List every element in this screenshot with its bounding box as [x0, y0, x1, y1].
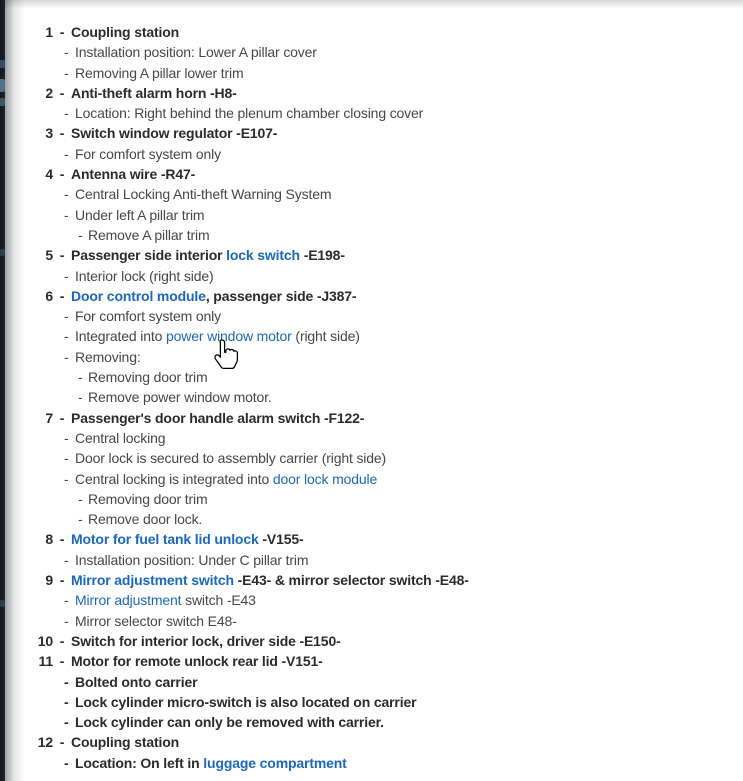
item-text [71, 286, 356, 306]
item-text [75, 63, 244, 83]
text-segment: Passenger side interior [71, 247, 227, 264]
item-text [71, 164, 195, 184]
list-item [0, 469, 743, 489]
dash-bullet: - [64, 592, 69, 609]
list-item [0, 448, 743, 468]
dash-bullet: - [78, 369, 83, 386]
list-item [0, 428, 743, 448]
dash-bullet: - [59, 653, 65, 670]
item-text [88, 367, 207, 387]
text-segment: Coupling station [71, 734, 180, 751]
item-text [71, 570, 469, 590]
list-item [0, 651, 743, 671]
item-number: 8 [45, 531, 53, 548]
dash-bullet: - [78, 490, 83, 507]
list-item [0, 245, 743, 265]
item-text [71, 83, 237, 103]
dash-bullet: - [64, 145, 69, 162]
list-item [0, 732, 743, 752]
item-number: 6 [45, 287, 53, 304]
dash-bullet: - [78, 511, 83, 528]
item-text [75, 692, 416, 712]
sidebar-icon-fragment [0, 79, 5, 92]
item-text [75, 266, 213, 286]
text-segment: -E43- & mirror selector switch -E48- [233, 572, 469, 589]
dash-bullet: - [64, 308, 69, 325]
text-segment: Installation position: Lower A pillar cover [75, 44, 317, 61]
text-segment: Installation position: Under C pillar trim [75, 551, 309, 568]
dash-bullet: - [64, 612, 69, 629]
text-segment: Motor for remote unlock rear lid -V151- [71, 653, 323, 670]
item-number: 10 [37, 632, 53, 649]
item-text [71, 22, 179, 42]
text-segment: Antenna wire -R47- [71, 166, 196, 183]
component-link[interactable]: Door control module [71, 287, 206, 304]
component-link[interactable]: door lock module [272, 470, 378, 487]
dash-bullet: - [78, 226, 83, 243]
dash-bullet: - [64, 714, 69, 731]
dash-bullet: - [64, 470, 69, 487]
dash-bullet: - [64, 450, 69, 467]
item-text [75, 347, 141, 367]
list-item [0, 509, 743, 529]
text-segment: -V155- [258, 531, 304, 548]
list-item [0, 123, 743, 143]
component-link[interactable]: lock switch [226, 247, 300, 264]
item-number: 12 [37, 734, 53, 751]
item-text [88, 225, 209, 245]
list-item [0, 326, 743, 346]
dash-bullet: - [59, 166, 65, 183]
dash-bullet: - [59, 531, 65, 548]
item-text [75, 103, 423, 123]
dash-bullet: - [64, 673, 69, 690]
dash-bullet: - [64, 754, 69, 771]
dash-bullet: - [59, 572, 65, 589]
list-item [0, 184, 743, 204]
hand-pointer-cursor [212, 338, 239, 375]
item-text [75, 205, 204, 225]
list-item [0, 672, 743, 692]
dash-bullet: - [64, 105, 69, 122]
text-segment: Removing A pillar lower trim [75, 64, 244, 81]
text-segment: Passenger's door handle alarm switch -F122- [71, 409, 365, 426]
dash-bullet: - [59, 632, 65, 649]
item-text [71, 529, 304, 549]
component-link[interactable]: Mirror adjustment switch [71, 572, 234, 589]
text-segment: Central locking [75, 429, 166, 446]
list-item [0, 489, 743, 509]
text-segment: Bolted onto carrier [75, 673, 198, 690]
item-text [71, 123, 277, 143]
text-segment: Location: Right behind the plenum chamber closing cover [75, 105, 424, 122]
dash-bullet: - [64, 429, 69, 446]
list-item [0, 144, 743, 164]
text-segment: For comfort system only [75, 145, 221, 162]
list-item [0, 753, 743, 773]
item-number: 1 [45, 24, 53, 40]
list-item [0, 631, 743, 651]
list-item [0, 611, 743, 631]
item-text [75, 469, 377, 489]
item-text [75, 184, 331, 204]
text-segment: Integrated into [75, 328, 166, 345]
dash-bullet: - [59, 409, 65, 426]
text-segment: Anti-theft alarm horn -H8- [71, 84, 237, 101]
dash-bullet: - [64, 693, 69, 710]
dash-bullet: - [64, 328, 69, 345]
list-item [0, 266, 743, 286]
list-item [0, 367, 743, 387]
text-segment: Removing door trim [88, 490, 208, 507]
text-segment: Lock cylinder micro-switch is also located on carrier [75, 693, 417, 710]
list-item [0, 306, 743, 326]
dash-bullet: - [59, 287, 65, 304]
item-text [75, 672, 197, 692]
item-text [75, 611, 237, 631]
component-link[interactable]: luggage compartment [203, 754, 347, 771]
text-segment: Mirror selector switch E48- [75, 612, 237, 629]
text-segment: Under left A pillar trim [75, 206, 205, 223]
item-text [75, 550, 308, 570]
sidebar-icon-fragment [0, 600, 5, 607]
item-text [75, 753, 347, 773]
dash-bullet: - [64, 186, 69, 203]
item-text [75, 42, 317, 62]
item-number: 3 [45, 125, 53, 142]
list-item [0, 550, 743, 570]
sidebar-edge [0, 0, 5, 781]
item-number: 11 [38, 653, 53, 670]
list-item [0, 205, 743, 225]
list-item [0, 570, 743, 590]
dash-bullet: - [64, 348, 69, 365]
list-item [0, 83, 743, 103]
item-number: 5 [45, 247, 53, 264]
item-text [71, 408, 364, 428]
item-text [71, 732, 179, 752]
list-item [0, 22, 743, 42]
list-item [0, 529, 743, 549]
sidebar-icon-fragment [0, 249, 5, 256]
list-item [0, 590, 743, 610]
text-segment: -E198- [299, 247, 345, 264]
item-text [75, 306, 221, 326]
list-item [0, 63, 743, 83]
list-item [0, 692, 743, 712]
item-text [75, 712, 384, 732]
list-item [0, 286, 743, 306]
list-item [0, 225, 743, 245]
item-number: 4 [45, 166, 53, 183]
item-text [71, 631, 341, 651]
dash-bullet: - [59, 24, 65, 40]
dash-bullet: - [78, 389, 83, 406]
text-segment: Remove A pillar trim [88, 226, 210, 243]
text-segment: Door lock is secured to assembly carrier (right side) [75, 450, 387, 467]
item-text [75, 428, 165, 448]
text-segment: Central Locking Anti-theft Warning System [75, 186, 332, 203]
dash-bullet: - [64, 64, 69, 81]
text-segment: Location: On left in [75, 754, 204, 771]
sidebar-icon-fragment [0, 98, 5, 106]
component-link[interactable]: Mirror adjustment [75, 592, 182, 609]
list-item [0, 103, 743, 123]
toolbar-shadow [5, 0, 743, 9]
sidebar-shadow [5, 0, 25, 781]
dash-bullet: - [59, 247, 65, 264]
component-link[interactable]: power window motor [166, 328, 292, 345]
item-text [88, 489, 207, 509]
dash-bullet: - [64, 551, 69, 568]
text-segment: Removing: [75, 348, 141, 365]
item-text [75, 448, 386, 468]
text-segment: Remove power window motor. [88, 389, 272, 406]
text-segment: , passenger side -J387- [205, 287, 357, 304]
list-item [0, 347, 743, 367]
item-text [88, 509, 202, 529]
text-segment: Coupling station [71, 24, 180, 40]
text-segment: Switch for interior lock, driver side -E150- [71, 632, 341, 649]
text-segment: Switch window regulator -E107- [71, 125, 278, 142]
dash-bullet: - [59, 125, 65, 142]
list-item [0, 42, 743, 62]
text-segment: For comfort system only [75, 308, 221, 325]
item-text [75, 590, 256, 610]
text-segment: Interior lock (right side) [75, 267, 214, 284]
text-segment: (right side) [291, 328, 360, 345]
item-text [75, 144, 221, 164]
list-item [0, 408, 743, 428]
dash-bullet: - [64, 267, 69, 284]
text-segment: Lock cylinder can only be removed with carrier. [75, 714, 384, 731]
component-link[interactable]: Motor for fuel tank lid unlock [71, 531, 259, 548]
list-item [0, 387, 743, 407]
item-number: 9 [45, 572, 53, 589]
item-number: 7 [45, 409, 53, 426]
dash-bullet: - [64, 206, 69, 223]
dash-bullet: - [59, 84, 65, 101]
text-segment: Central locking is integrated into [75, 470, 273, 487]
dash-bullet: - [59, 734, 65, 751]
dash-bullet: - [64, 44, 69, 61]
list-item [0, 712, 743, 732]
list-item [0, 164, 743, 184]
item-number: 2 [45, 84, 53, 101]
item-text [71, 245, 345, 265]
item-text [88, 387, 272, 407]
item-text [71, 651, 323, 671]
text-segment: Removing door trim [88, 369, 208, 386]
sidebar-icon-fragment [0, 60, 5, 68]
text-segment: Remove door lock. [88, 511, 203, 528]
text-segment: switch -E43 [181, 592, 256, 609]
